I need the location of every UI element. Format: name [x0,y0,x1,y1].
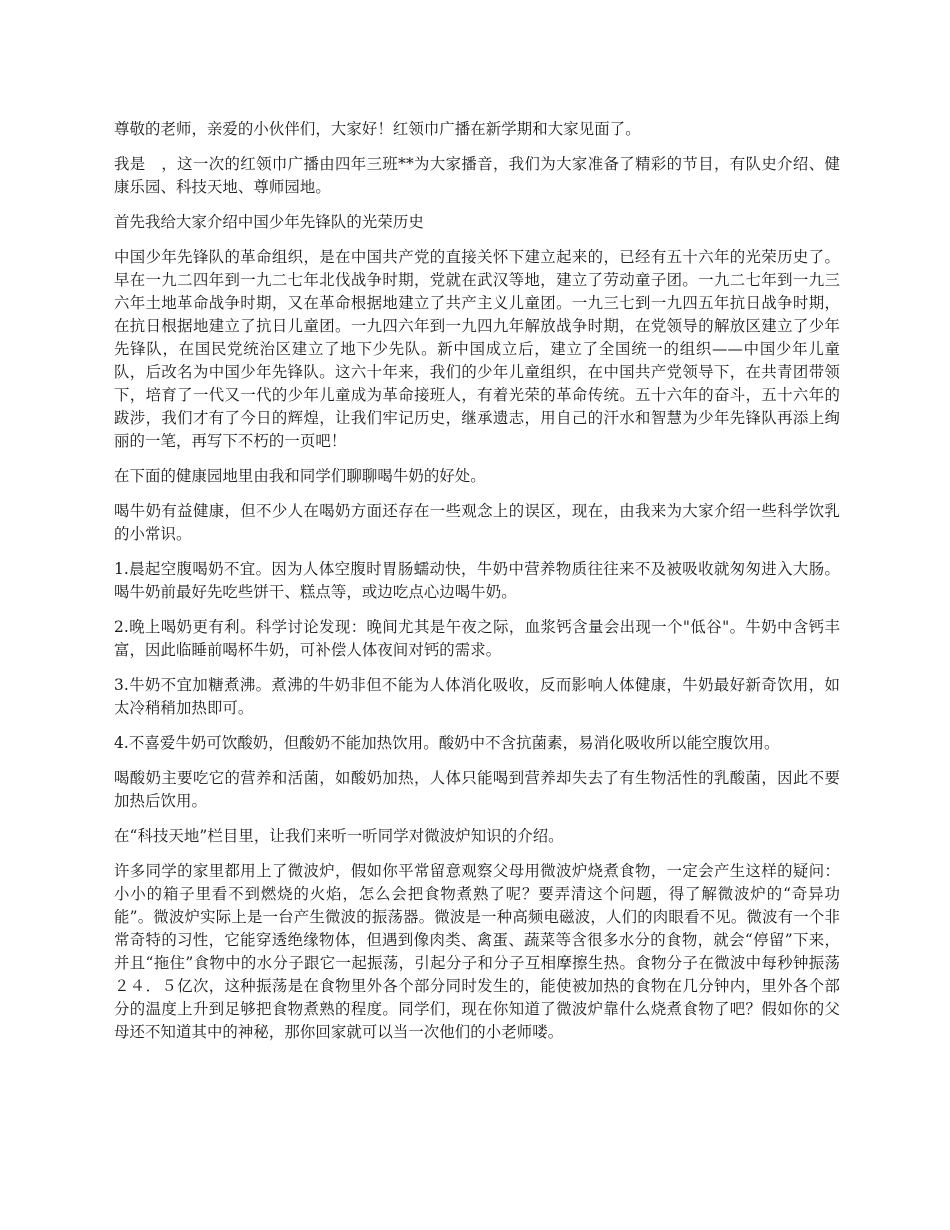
paragraph-milk-tip-1: 1.晨起空腹喝奶不宜。因为人体空腹时胃肠蠕动快，牛奶中营养物质往往来不及被吸收就匆匆进入大肠。喝牛奶前最好先吃些饼干、糕点等，或边吃点心边喝牛奶。 [114,560,840,601]
document-body [114,118,840,1056]
paragraph-microwave: 许多同学的家里都用上了微波炉，假如你平常留意观察父母用微波炉烧煮食物，一定会产生这样的疑问：小小的箱子里看不到燃烧的火焰，怎么会把食物煮熟了呢？要弄清这个问题，得了解微波炉的“奇异功能”。微波炉实际上是一台产生微波的振荡器。微波是一种高频电磁波，人们的肉眼看不见。微波有一个非常奇特的习性，它能穿透绝缘物体，但遇到像肉类、禽蛋、蔬菜等含很多水分的食物，就会“停留”下来，并且“拖住”食物中的水分子跟它一起振荡，引起分子和分子互相摩擦生热。食物分子在微波中每秒钟振荡２４．５亿次，这种振荡是在食物里外各个部分同时发生的，能使被加热的食物在几分钟内，里外各个部分的温度上升到足够把食物煮熟的程度。同学们，现在你知道了微波炉靠什么烧煮食物了吧？假如你的父母还不知道其中的神秘，那你回家就可以当一次他们的小老师喽。 [114,862,840,1041]
paragraph-milk-tip-3: 3.牛奶不宜加糖煮沸。煮沸的牛奶非但不能为人体消化吸收，反而影响人体健康，牛奶最好新奇饮用，如太冷稍稍加热即可。 [114,676,840,717]
paragraph-history: 中国少年先锋队的革命组织，是在中国共产党的直接关怀下建立起来的，已经有五十六年的光荣历史了。早在一九二四年到一九二七年北伐战争时期，党就在武汉等地，建立了劳动童子团。一九二七年到一九三六年土地革命战争时期，又在革命根据地建立了共产主义儿童团。一九三七到一九四五年抗日战争时期，在抗日根据地建立了抗日儿童团。一九四六年到一九四九年解放战争时期，在党领导的解放区建立了少年先锋队，在国民党统治区建立了地下少先队。新中国成立后，建立了全国统一的组织——中国少年儿童队，后改名为中国少年先锋队。这六十年来，我们的少年儿童组织，在中国共产党领导下，在共青团带领下，培育了一代又一代的少年儿童成为革命接班人，有着光荣的革命传统。五十六年的奋斗，五十六年的跋涉，我们才有了今日的辉煌，让我们牢记历史，继承遗志，用自己的汗水和智慧为少年先锋队再添上绚丽的一笔，再写下不朽的一页吧！ [114,248,840,450]
paragraph-milk-intro: 喝牛奶有益健康，但不少人在喝奶方面还存在一些观念上的误区，现在，由我来为大家介绍一些科学饮乳的小常识。 [114,502,840,543]
paragraph-history-heading: 首先我给大家介绍中国少年先锋队的光荣历史 [114,213,424,231]
paragraph-program-intro: 我是 ，这一次的红领巾广播由四年三班**为大家播音，我们为大家准备了精彩的节目，有队史介绍、健康乐园、科技天地、尊师园地。 [114,155,840,196]
paragraph-health-intro: 在下面的健康园地里由我和同学们聊聊喝牛奶的好处。 [114,467,486,485]
paragraph-milk-tip-4: 4.不喜爱牛奶可饮酸奶，但酸奶不能加热饮用。酸奶中不含抗菌素，易消化吸收所以能空腹饮用。 [114,734,780,752]
paragraph-tech-intro: 在“科技天地”栏目里，让我们来听一听同学对微波炉知识的介绍。 [114,827,564,845]
paragraph-milk-tip-2: 2.晚上喝奶更有利。科学讨论发现：晚间尤其是午夜之际，血浆钙含量会出现一个"低谷"。牛奶中含钙丰富，因此临睡前喝杯牛奶，可补偿人体夜间对钙的需求。 [114,618,840,659]
paragraph-yogurt: 喝酸奶主要吃它的营养和活菌，如酸奶加热，人体只能喝到营养却失去了有生物活性的乳酸菌，因此不要加热后饮用。 [114,769,840,810]
paragraph-greeting: 尊敬的老师，亲爱的小伙伴们，大家好！红领巾广播在新学期和大家见面了。 [114,120,641,138]
